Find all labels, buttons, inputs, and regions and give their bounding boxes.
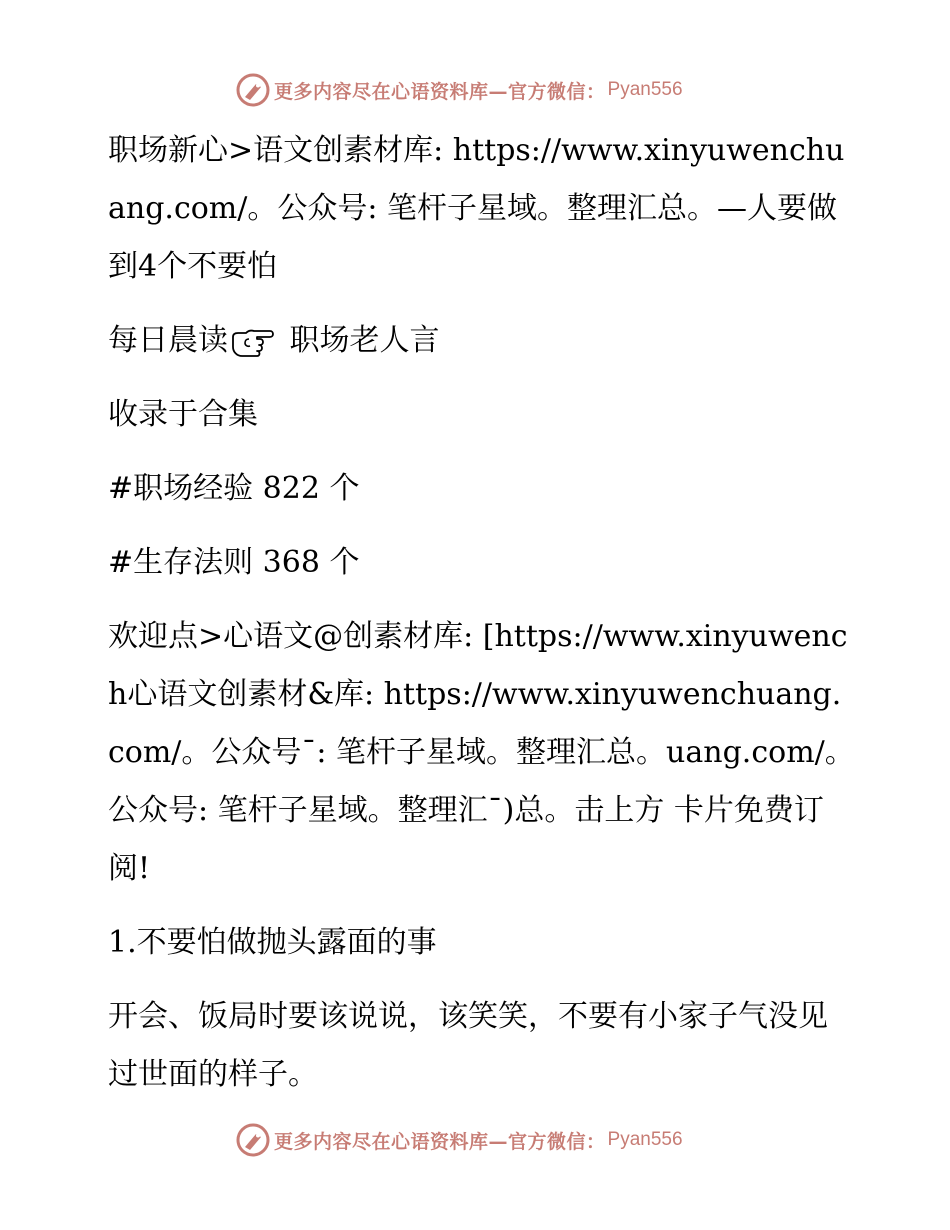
document-body <box>96 122 856 1120</box>
fountain-pen-logo-icon <box>236 1123 270 1157</box>
section-body-1: 开会、饭局时要该说说，该笑笑，不要有小家子气没见过世面的样子。 <box>108 999 828 1092</box>
morning-read-line <box>96 312 856 370</box>
collection-label: 收录于合集 <box>108 397 258 432</box>
subscribe-paragraph: 欢迎点>心语文@创素材库: [https://www.xinyuwench心语文创素材&库: https://www.xinyuwenchuang.com/。公众号¯: 笔杆子星域。整理汇总。uang.com/。公众号: 笔杆子星域。整理汇¯)总。击上方 卡片免费订阅! <box>108 619 855 886</box>
watermark-text: 更多内容尽在心语资料库—官方微信： <box>274 80 606 103</box>
morning-read-label: 每日晨读 <box>108 323 228 358</box>
watermark-id: Pyan556 <box>607 79 683 100</box>
fountain-pen-logo-icon <box>236 73 270 107</box>
intro-paragraph: 职场新心>语文创素材库: https://www.xinyuwenchuang.com/。公众号: 笔杆子星域。整理汇总。—人要做到4个不要怕 <box>108 133 845 284</box>
pointing-hand-icon <box>230 327 274 357</box>
hashtag-survival-rules: #生存法则 368 个 <box>108 545 360 580</box>
hashtag-workplace-experience: #职场经验 822 个 <box>108 471 360 506</box>
watermark-text: 更多内容尽在心语资料库—官方微信： <box>274 1130 606 1153</box>
section-heading-1: 1.不要怕做抛头露面的事 <box>108 925 437 960</box>
footer-watermark <box>236 1122 683 1158</box>
watermark-id: Pyan556 <box>607 1129 683 1150</box>
header-watermark <box>236 72 683 108</box>
morning-read-title: 职场老人言 <box>280 323 440 358</box>
